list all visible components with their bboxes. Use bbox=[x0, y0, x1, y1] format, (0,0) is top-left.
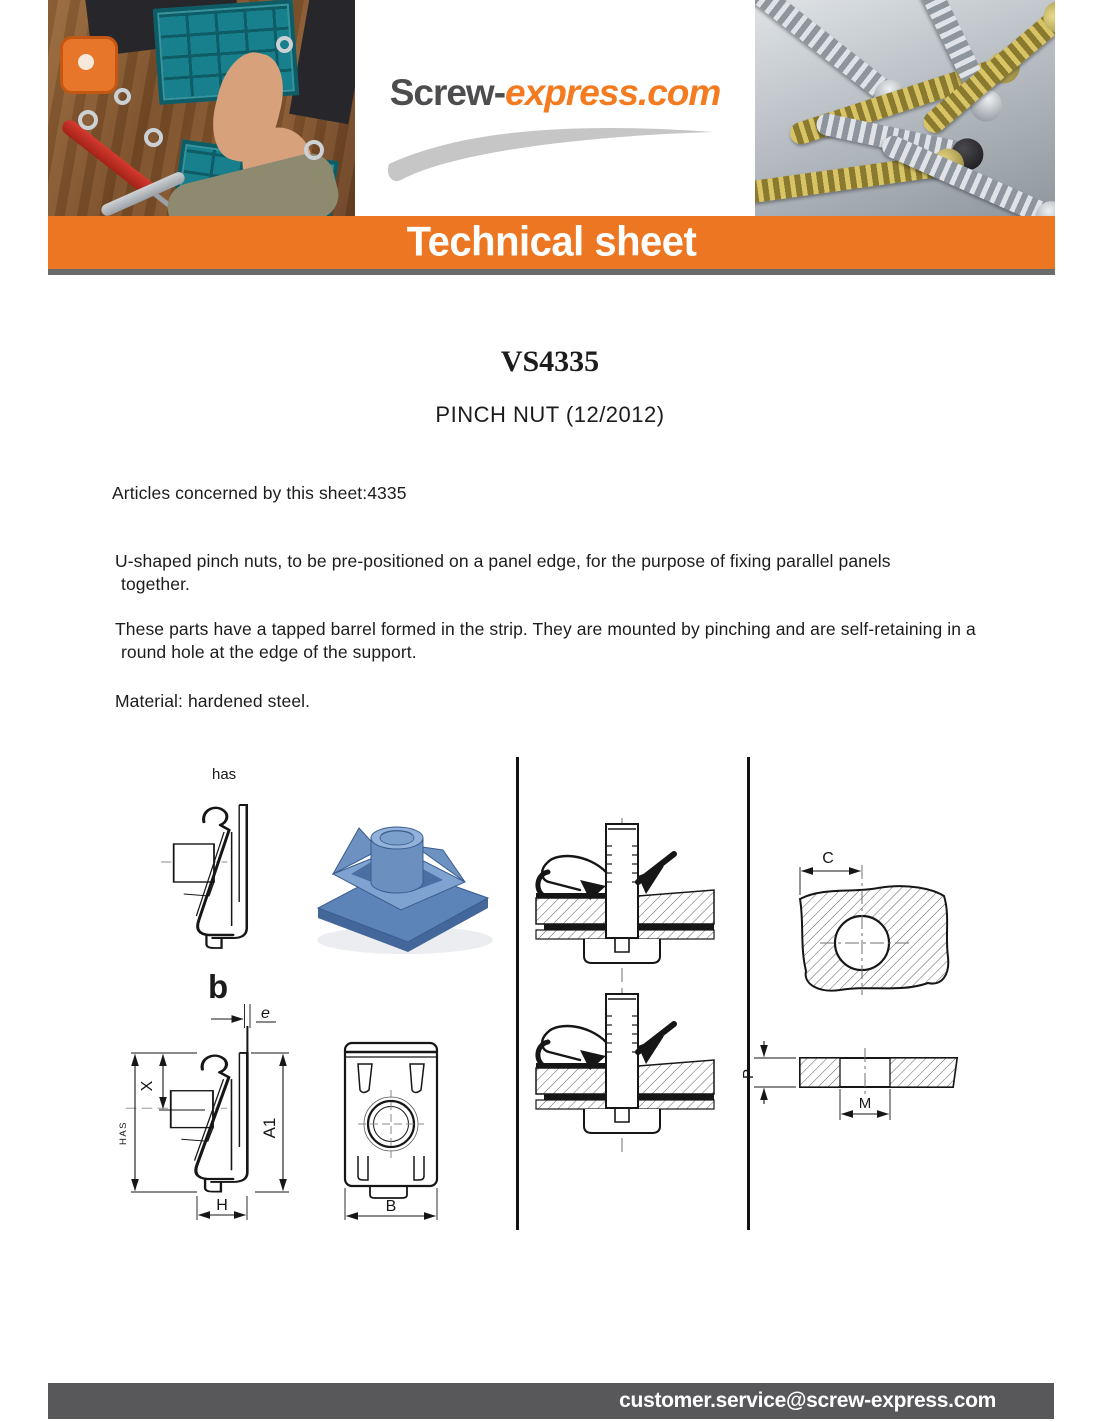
b-view-label: b bbox=[208, 968, 229, 1005]
logo-area bbox=[355, 0, 755, 216]
paragraph1-line2: together. bbox=[121, 574, 191, 594]
articles-line: Articles concerned by this sheet:4335 bbox=[112, 483, 407, 503]
has-label: has bbox=[212, 766, 237, 783]
page-subtitle: PINCH NUT (12/2012) bbox=[435, 402, 665, 427]
side-view-drawing bbox=[160, 753, 300, 968]
front-view-drawing bbox=[330, 1028, 450, 1223]
dimensioned-side-view bbox=[105, 998, 315, 1226]
drawing-divider-left bbox=[516, 757, 519, 1230]
banner-underline bbox=[48, 269, 1055, 275]
cross-section-top bbox=[522, 816, 722, 991]
brand-logo bbox=[355, 72, 755, 114]
washer-shape bbox=[304, 140, 324, 160]
pinch-nut-3d-render bbox=[293, 790, 508, 975]
paragraph2-line1: These parts have a tapped barrel formed in the strip. They are mounted by pinching and are self-retaining in a bbox=[115, 619, 976, 639]
logo-swoosh bbox=[383, 118, 727, 188]
brand-hyphen: - bbox=[493, 72, 506, 113]
e-dim-label: e bbox=[261, 1005, 270, 1022]
washer-shape bbox=[114, 88, 131, 105]
plate-thickness-drawing bbox=[738, 1038, 978, 1133]
a1-dim-label: A1 bbox=[260, 1117, 279, 1139]
description-paragraph-1 bbox=[115, 550, 891, 596]
m-dim-label: M bbox=[858, 1095, 872, 1112]
footer-bar bbox=[48, 1383, 1054, 1419]
p-dim-label: P bbox=[740, 1068, 757, 1080]
screw-shape bbox=[755, 0, 902, 108]
h-dim-label: H bbox=[216, 1197, 228, 1214]
x-dim-label: X bbox=[139, 1080, 156, 1092]
paragraph1-line1: U-shaped pinch nuts, to be pre-positioned on a panel edge, for the purpose of fixing parallel panels bbox=[115, 551, 891, 571]
b-dim-label: B bbox=[385, 1198, 397, 1215]
tape-measure-shape bbox=[60, 36, 118, 94]
washer-shape bbox=[78, 110, 98, 130]
screw-pile-photo bbox=[755, 0, 1055, 216]
paragraph2-line2: round hole at the edge of the support. bbox=[121, 642, 417, 662]
footer-email: customer.service@screw-express.com bbox=[619, 1389, 996, 1412]
workbench-photo bbox=[48, 0, 355, 216]
description-paragraph-2 bbox=[115, 618, 976, 664]
banner-title: Technical sheet bbox=[406, 219, 697, 265]
drawing-divider-right bbox=[747, 757, 750, 1230]
technical-sheet-banner bbox=[48, 216, 1055, 269]
page-title: VS4335 bbox=[500, 345, 600, 378]
material-line: Material: hardened steel. bbox=[115, 691, 311, 711]
brand-word-gray: Screw bbox=[389, 72, 494, 113]
c-dim-label: C bbox=[822, 850, 834, 867]
washer-shape bbox=[276, 36, 293, 53]
washer-shape bbox=[144, 128, 163, 147]
has-dim-label: HAS bbox=[118, 1120, 129, 1146]
cross-section-bottom bbox=[522, 986, 722, 1161]
panel-hole-drawing bbox=[778, 833, 983, 1008]
brand-word-orange: express.com bbox=[505, 72, 721, 113]
